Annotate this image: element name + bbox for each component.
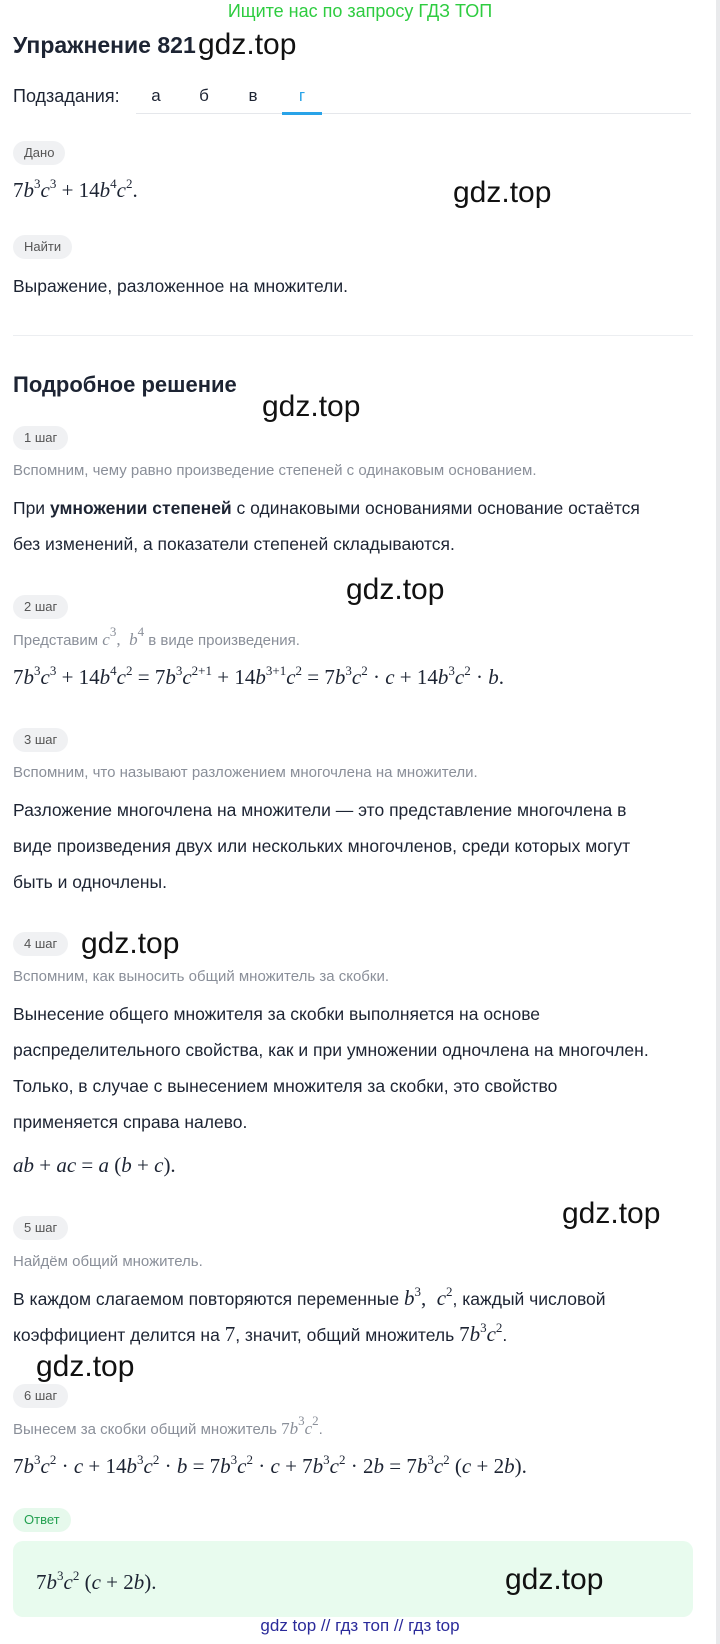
footer-links[interactable]: gdz top // гдз топ // гдз top [260, 1616, 460, 1635]
step-badge: 4 шаг [13, 932, 68, 956]
tabs-divider [136, 113, 691, 114]
subtasks-label: Подзадания: [13, 86, 120, 106]
given-expression: $7b^3c^3 + 14b^4c^2$. [13, 176, 138, 202]
find-text: Выражение, разложенное на множители. [13, 276, 348, 296]
watermark: gdz.top [262, 390, 361, 423]
step-badge: 3 шаг [13, 728, 68, 752]
answer-badge: Ответ [13, 1508, 71, 1532]
step-hint: Найдём общий множитель. [13, 1253, 203, 1270]
step-formula: $7b^3c^2 \cdot c + 14b^3c^2 \cdot b = 7b^3c^2 \cdot c + 7b^3c^2 \cdot 2b = 7b^3c^2$ (c + 2b). [13, 1452, 527, 1478]
step-hint: Вспомним, как выносить общий множитель за скобки. [13, 968, 389, 985]
step-badge: 2 шаг [13, 595, 68, 619]
watermark: gdz.top [346, 573, 445, 606]
step-badge: 1 шаг [13, 426, 68, 450]
watermark: gdz.top [562, 1197, 661, 1230]
step-formula: ab + ac = a (b + c). [13, 1153, 176, 1177]
step-text: Разложение многочлена на множители — это представление многочлена в [13, 800, 627, 820]
scrollbar-track[interactable] [716, 0, 720, 1644]
tab-v[interactable]: в [248, 86, 258, 105]
find-badge: Найти [13, 235, 72, 259]
given-badge: Дано [13, 141, 65, 165]
step-text: виде произведения двух или нескольких многочленов, среди которых могут [13, 836, 631, 856]
top-banner: Ищите нас по запросу ГДЗ ТОП [227, 1, 493, 21]
watermark: gdz.top [453, 176, 552, 209]
step-hint: Вспомним, что называют разложением многочлена на множители. [13, 764, 478, 781]
watermark: gdz.top [81, 927, 180, 960]
step-text: распределительного свойства, как и при умножении одночлена на многочлен. [13, 1040, 649, 1060]
step-text: Только, в случае с вынесением множителя за скобки, это свойство [13, 1076, 558, 1096]
step-hint: Представим $c^3$, $b^4$ в виде произведения. [13, 624, 300, 649]
tab-a[interactable]: а [151, 86, 161, 105]
tab-active-indicator [282, 112, 322, 115]
step-formula: $7b^3c^3 + 14b^4c^2 = 7b^3c^{2+1} + 14b^{3+1}c^2 = 7b^3c^2 \cdot c + 14b^3c^2 \cdot b$. [13, 663, 504, 689]
tab-g[interactable]: г [298, 86, 306, 105]
step-text: быть и одночлены. [13, 872, 167, 892]
step-hint: Вынесем за скобки общий множитель $7b^3c^2$. [13, 1413, 323, 1438]
solution-title: Подробное решение [13, 372, 237, 397]
step-text: применяется справа налево. [13, 1112, 248, 1132]
section-divider [13, 335, 693, 336]
step-badge: 5 шаг [13, 1216, 68, 1240]
watermark: gdz.top [36, 1350, 135, 1383]
watermark: gdz.top [198, 28, 297, 61]
step-text: без изменений, а показатели степеней складываются. [13, 534, 455, 554]
step-text: коэффициент делится на 7, значит, общий множитель $7b^3c^2$. [13, 1320, 508, 1346]
step-text: В каждом слагаемом повторяются переменные $b^3$, $c^2$, каждый числовой [13, 1284, 606, 1310]
page-title: Упражнение 821 [13, 32, 196, 58]
step-text: При умножении степеней с одинаковыми основаниями основание остаётся [13, 498, 640, 518]
step-badge: 6 шаг [13, 1384, 68, 1408]
tab-b[interactable]: б [199, 86, 209, 105]
watermark: gdz.top [505, 1563, 604, 1596]
step-text: Вынесение общего множителя за скобки выполняется на основе [13, 1004, 541, 1024]
step-hint: Вспомним, чему равно произведение степеней с одинаковым основанием. [13, 462, 537, 479]
answer-expression: $7b^3c^2$ (c + 2b). [36, 1568, 157, 1594]
